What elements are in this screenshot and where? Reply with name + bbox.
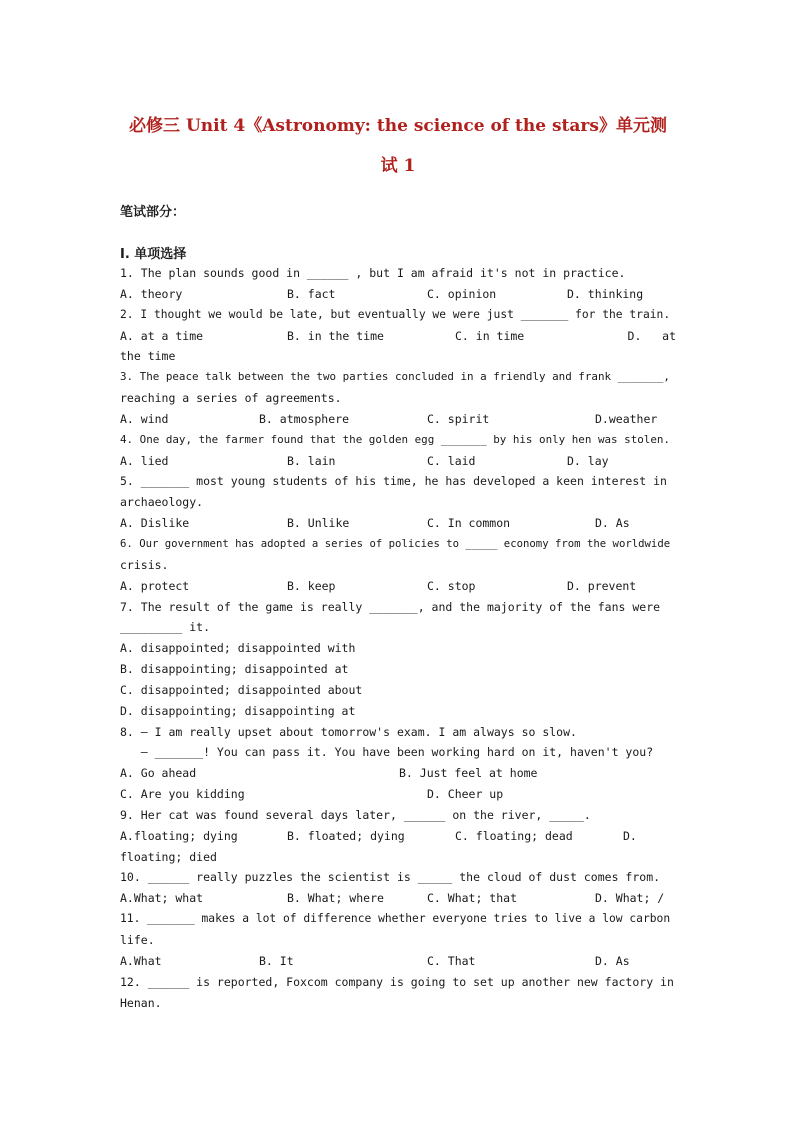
option-row: [120, 576, 676, 597]
question-stem: life.: [120, 933, 155, 947]
title-line-1: 必修三 Unit 4《Astronomy: the science of the stars》单元测: [129, 116, 667, 136]
option: B. lain: [287, 453, 336, 468]
option: B. keep: [287, 578, 336, 593]
option: B. atmosphere: [259, 411, 350, 426]
option: A.What: [120, 953, 162, 968]
option: A.What; what: [120, 891, 204, 906]
question-stem: 3. The peace talk between the two parties concluded in a friendly and frank _______,: [120, 370, 670, 384]
option: D. What; /: [595, 891, 665, 906]
option: A. Dislike: [120, 516, 190, 531]
option-continuation: floating; died: [120, 849, 217, 864]
question-stem: 9. Her cat was found several days later, ______ on the river, _____.: [120, 807, 591, 822]
option: D. As: [595, 516, 630, 531]
option: D. at: [627, 328, 676, 343]
option: B. What; where: [287, 891, 384, 906]
question-stem: 5. _______ most young students of his time, he has developed a keen interest in: [120, 474, 667, 489]
option: C. What; that: [427, 891, 518, 906]
section-heading: 笔试部分：: [120, 205, 186, 220]
option: B. fact: [287, 286, 336, 301]
question-stem: crisis.: [120, 557, 169, 572]
option: D. Cheer up: [427, 787, 504, 802]
option: C. laid: [427, 453, 476, 468]
option: A. protect: [120, 578, 190, 593]
option: A.floating; dying: [120, 828, 238, 843]
question-stem: 6. Our government has adopted a series of policies to _____ economy from the worldwide: [120, 536, 671, 550]
question-stem: archaeology.: [120, 495, 204, 510]
option: A. Go ahead: [120, 766, 197, 781]
option-row: [120, 326, 676, 347]
question-stem: — _______! You can pass it. You have been working hard on it, haven't you?: [120, 745, 654, 760]
question-stem: 11. _______ makes a lot of difference whether everyone tries to live a low carbon: [120, 912, 671, 926]
option: A. wind: [120, 411, 169, 426]
option-row: [120, 951, 676, 972]
question-stem: 2. I thought we would be late, but eventually we were just _______ for the train.: [120, 307, 671, 321]
option: C. Are you kidding: [120, 787, 245, 802]
option: C. In common: [427, 516, 511, 531]
option-row: [120, 784, 676, 805]
option: C. spirit: [427, 411, 490, 426]
part-heading: I. 单项选择: [120, 247, 187, 262]
option: D.weather: [595, 411, 658, 426]
option: B. floated; dying: [287, 828, 405, 843]
question-stem: 12. ______ is reported, Foxcom company is going to set up another new factory in: [120, 974, 674, 989]
document-title: [120, 106, 676, 186]
option: B. disappointing; disappointed at: [120, 662, 349, 677]
question-stem: Henan.: [120, 995, 162, 1010]
option: B. It: [259, 953, 294, 968]
option: C. stop: [427, 578, 476, 593]
option-row: [120, 888, 676, 909]
option-row: [120, 826, 676, 847]
option: B. Just feel at home: [399, 766, 538, 781]
option-row: [120, 513, 676, 534]
question-stem: 1. The plan sounds good in ______ , but I am afraid it's not in practice.: [120, 266, 626, 280]
option: A. at a time: [120, 328, 204, 343]
question-stem: 7. The result of the game is really _______, and the majority of the fans were: [120, 599, 661, 614]
option-continuation: the time: [120, 349, 176, 364]
option: D. disappointing; disappointing at: [120, 703, 356, 718]
option: A. disappointed; disappointed with: [120, 641, 356, 656]
option: C. in time: [455, 328, 525, 343]
option-row: [120, 284, 676, 305]
question-list: [120, 263, 676, 1013]
title-line-2: 试 1: [380, 156, 416, 176]
option: C. opinion: [427, 286, 497, 301]
option: B. Unlike: [287, 516, 350, 531]
question-stem: 4. One day, the farmer found that the golden egg _______ by his only hen was stolen.: [120, 432, 670, 446]
question-stem: 8. — I am really upset about tomorrow's exam. I am always so slow.: [120, 724, 577, 739]
option-row: [120, 763, 676, 784]
question-stem: reaching a series of agreements.: [120, 391, 342, 406]
option: D. thinking: [567, 286, 644, 301]
option: A. theory: [120, 286, 183, 301]
option: C. That: [427, 953, 476, 968]
question-stem: 10. ______ really puzzles the scientist is _____ the cloud of dust comes from.: [120, 870, 661, 885]
question-stem: _________ it.: [120, 620, 211, 635]
option: D.: [623, 828, 637, 843]
option: C. floating; dead: [455, 828, 573, 843]
option-row: [120, 409, 676, 430]
option: D. lay: [567, 453, 609, 468]
option-row: [120, 451, 676, 472]
option: A. lied: [120, 453, 169, 468]
option: D. prevent: [567, 578, 637, 593]
option: B. in the time: [287, 328, 384, 343]
option: C. disappointed; disappointed about: [120, 682, 363, 697]
option: D. As: [595, 953, 630, 968]
